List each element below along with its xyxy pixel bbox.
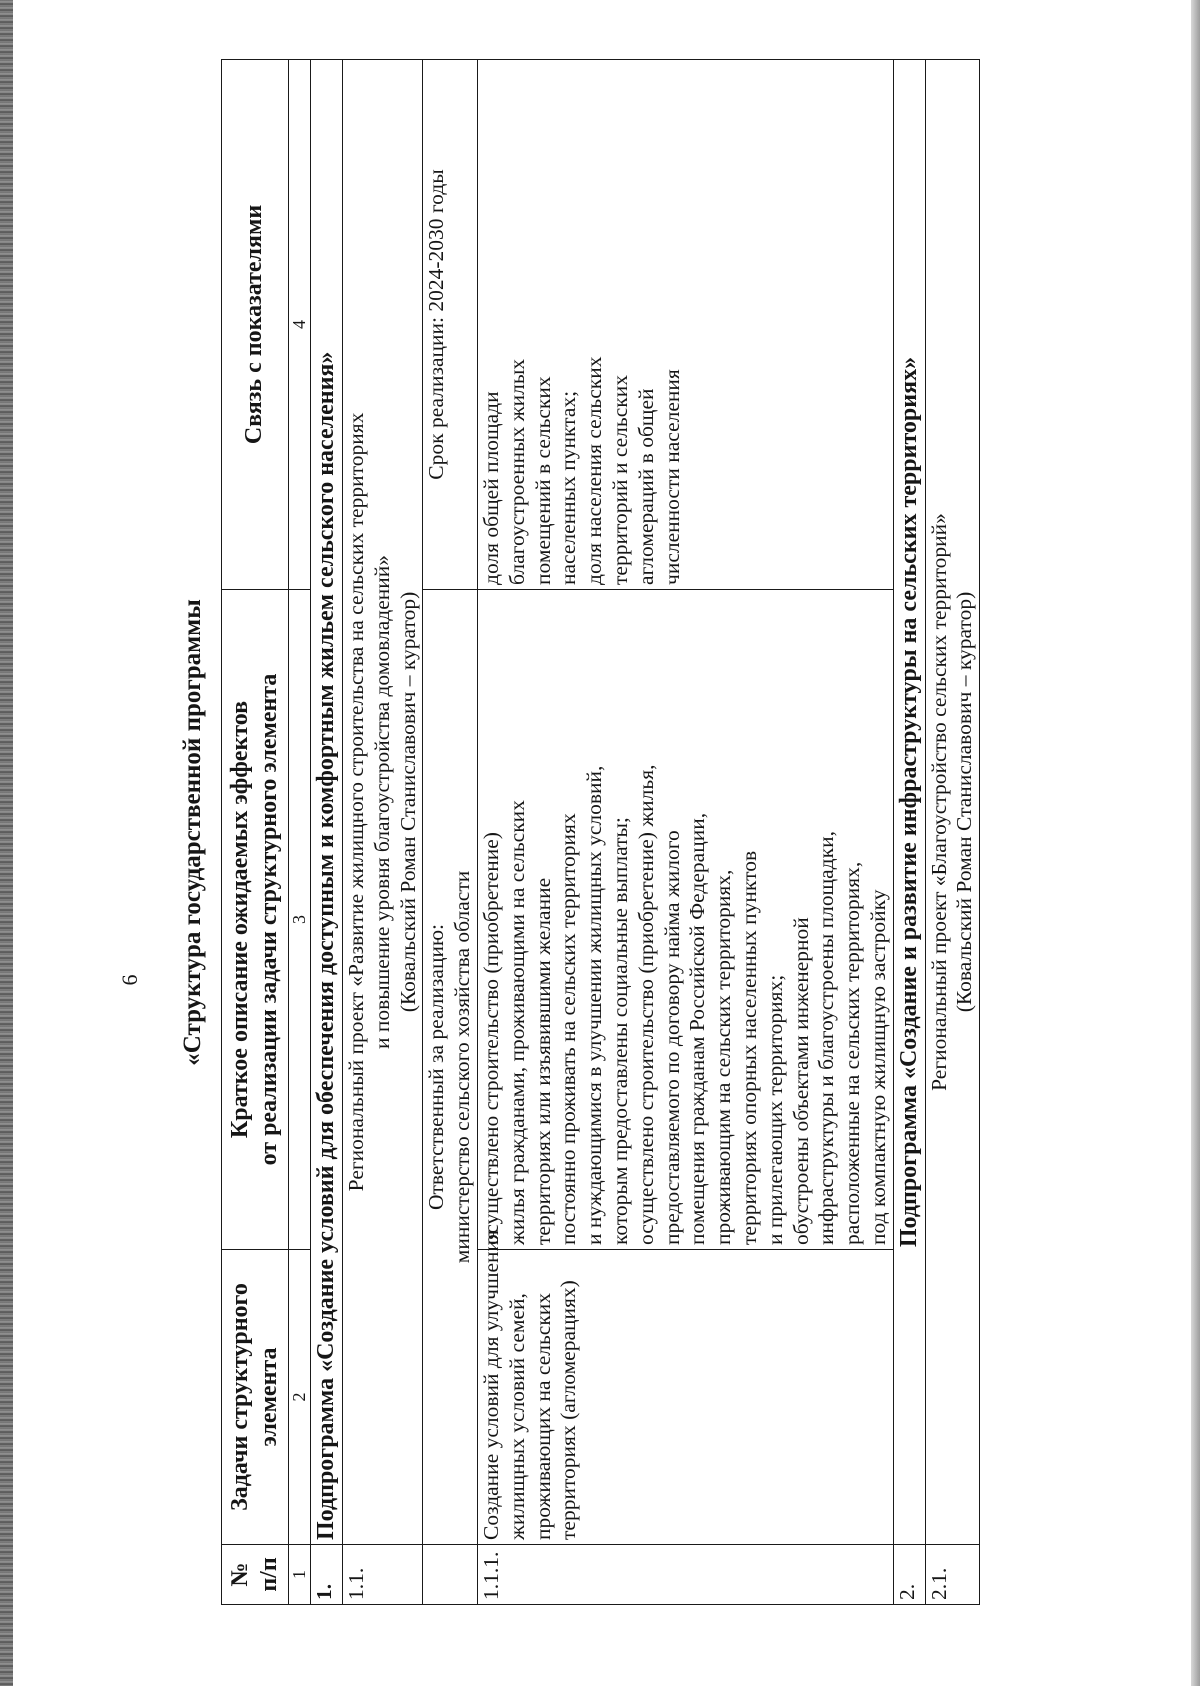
project-1-num: 1.1. [342, 1545, 422, 1605]
column-numbers-row [288, 60, 311, 1605]
rotated-page-content [165, 60, 1025, 1605]
term-cell: Срок реализации: 2024-2030 годы [423, 60, 478, 590]
project-2-row [925, 60, 980, 1605]
task-1-indicators: доля общей площади благоустроенных жилых помещений в сельских населенных пунктах; доля населения сельских территорий и сельских агломераций в общей численности населения [477, 60, 893, 590]
project-2-title: Региональный проект «Благоустройство сельских территорий» (Ковальский Роман Станиславович – куратор) [925, 60, 980, 1545]
scan-edge-right [1191, 0, 1200, 1686]
project-2-num: 2.1. [925, 1545, 980, 1605]
task-1-description: Создание условий для улучшения жилищных условий семей, проживающих на сельских территориях (агломерациях) [477, 1250, 893, 1545]
document-title: «Структура государственной программы [179, 599, 206, 1066]
page-number: 6 [117, 974, 142, 986]
subprogram-2-row [893, 60, 925, 1605]
project-1-row [342, 60, 422, 1605]
subprogram-2-num: 2. [893, 1545, 925, 1605]
responsible-empty-cell [423, 1545, 478, 1605]
header-effects: Краткое описание ожидаемых эффектов от реализации задачи структурного элемента [222, 590, 289, 1250]
subprogram-1-num: 1. [311, 1545, 343, 1605]
column-number: 4 [288, 60, 311, 590]
header-row [222, 60, 289, 1605]
column-number: 1 [288, 1545, 311, 1605]
subprogram-1-title: Подпрограмма «Создание условий для обеспечения доступным и комфортным жильем сельского населения» [311, 60, 343, 1545]
header-tasks: Задачи структурного элемента [222, 1250, 289, 1545]
column-number: 2 [288, 1250, 311, 1545]
subprogram-1-row [311, 60, 343, 1605]
task-1-row [477, 60, 893, 1605]
responsible-cell: Ответственный за реализацию: министерство сельского хозяйства области [423, 590, 478, 1545]
header-indicators: Связь с показателями [222, 60, 289, 590]
task-1-num: 1.1.1. [477, 1545, 893, 1605]
program-structure-table [221, 59, 980, 1605]
responsible-row [423, 60, 478, 1605]
project-1-title: Региональный проект «Развитие жилищного строительства на сельских территориях и повышение уровня благоустройства домовладений» (Ковальский Роман Станиславович – куратор) [342, 60, 422, 1545]
scan-edge-left [0, 0, 13, 1686]
column-number: 3 [288, 590, 311, 1250]
subprogram-2-title: Подпрограмма «Создание и развитие инфраструктуры на сельских территориях» [893, 60, 925, 1545]
header-num: № п/п [222, 1545, 289, 1605]
task-1-effects: осуществлено строительство (приобретение) жилья гражданами, проживающими на сельских территориях или изъявившими желание постоянно проживать на сельских территориях и нуждающимися в улучшении жилищных условий, которым предоставлены социальные выплаты; осуществлено строительство (приобретение) жилья, предоставляемого по договору найма жилого помещения гражданам Российской Федерации, проживающим на сельских территориях, территориях опорных населенных пунктов и прилегающих территориях; обустроены объектами инженерной инфраструктуры и благоустроены площадки, расположенные на сельских территориях, под компактную жилищную застройку [477, 590, 893, 1250]
